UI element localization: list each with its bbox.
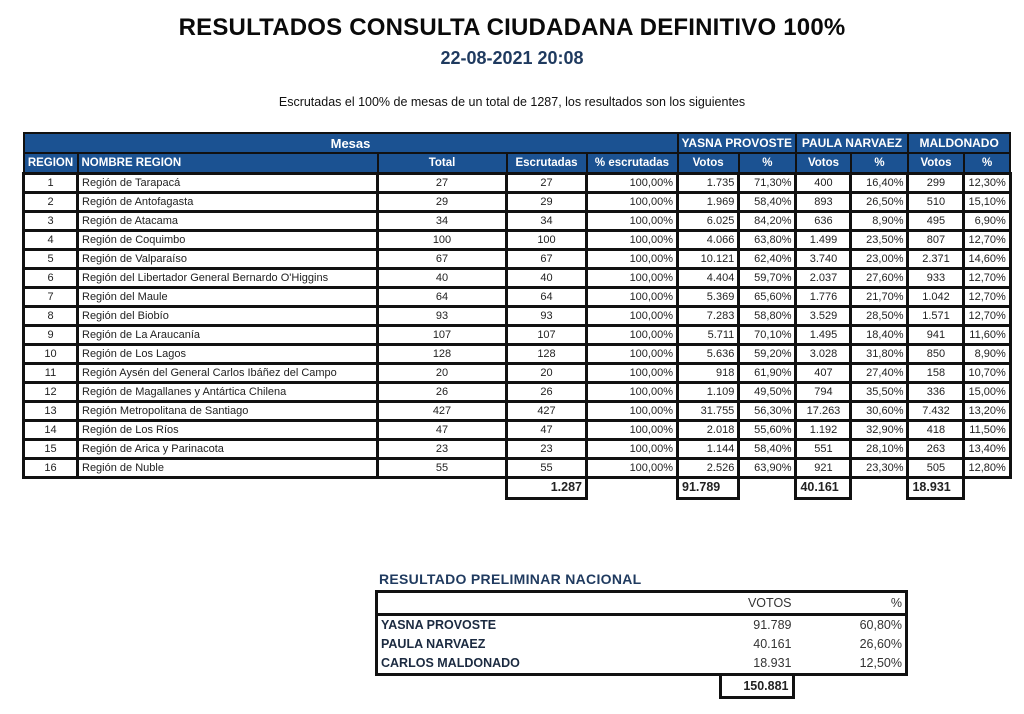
region-name: Región de Los Lagos xyxy=(78,345,378,364)
maldonado-pct: 12,30% xyxy=(964,174,1010,193)
group-header-maldonado: MALDONADO xyxy=(908,133,1010,153)
paula-pct: 23,50% xyxy=(851,231,908,250)
mesas-total: 93 xyxy=(378,307,507,326)
mesas-escrutadas: 23 xyxy=(507,440,587,459)
pct-escrutadas: 100,00% xyxy=(587,288,678,307)
region-name: Región Aysén del General Carlos Ibáñez del Campo xyxy=(78,364,378,383)
col-header-nombre-region: NOMBRE REGION xyxy=(78,153,378,174)
yasna-pct: 63,80% xyxy=(739,231,796,250)
maldonado-pct: 8,90% xyxy=(964,345,1010,364)
region-name: Región del Libertador General Bernardo O'Higgins xyxy=(78,269,378,288)
paula-pct: 16,40% xyxy=(851,174,908,193)
region-number: 6 xyxy=(24,269,78,288)
yasna-votos: 5.636 xyxy=(678,345,739,364)
maldonado-votos: 807 xyxy=(908,231,964,250)
region-number: 8 xyxy=(24,307,78,326)
mesas-total: 34 xyxy=(378,212,507,231)
mesas-label: Mesas xyxy=(330,135,371,151)
table-row xyxy=(24,231,1011,250)
paula-votos: 3.028 xyxy=(796,345,851,364)
national-total-spacer xyxy=(377,675,627,700)
col-header-yasna-pct: % xyxy=(739,153,796,174)
col-header-paula-pct: % xyxy=(851,153,908,174)
paula-pct: 31,80% xyxy=(851,345,908,364)
paula-pct: 8,90% xyxy=(851,212,908,231)
yasna-pct: 58,80% xyxy=(739,307,796,326)
region-number: 14 xyxy=(24,421,78,440)
maldonado-votos: 495 xyxy=(908,212,964,231)
pct-escrutadas: 100,00% xyxy=(587,269,678,288)
paula-votos: 921 xyxy=(796,459,851,478)
maldonado-votos: 263 xyxy=(908,440,964,459)
yasna-votos: 6.025 xyxy=(678,212,739,231)
paula-votos: 407 xyxy=(796,364,851,383)
yasna-votos: 918 xyxy=(678,364,739,383)
mesas-total: 107 xyxy=(378,326,507,345)
region-number: 7 xyxy=(24,288,78,307)
mesas-total: 427 xyxy=(378,402,507,421)
candidate-votos: 18.931 xyxy=(627,654,795,675)
yasna-pct: 61,90% xyxy=(739,364,796,383)
pct-escrutadas: 100,00% xyxy=(587,326,678,345)
national-header-row xyxy=(377,592,907,615)
region-name: Región del Biobío xyxy=(78,307,378,326)
total-maldonado-votos: 18.931 xyxy=(908,478,964,499)
pct-escrutadas: 100,00% xyxy=(587,307,678,326)
paula-pct: 35,50% xyxy=(851,383,908,402)
paula-votos: 17.263 xyxy=(796,402,851,421)
paula-pct: 28,10% xyxy=(851,440,908,459)
paula-pct: 27,60% xyxy=(851,269,908,288)
mesas-total: 64 xyxy=(378,288,507,307)
yasna-pct: 70,10% xyxy=(739,326,796,345)
totals-spacer xyxy=(964,478,1010,499)
total-paula-votos: 40.161 xyxy=(796,478,851,499)
paula-votos: 400 xyxy=(796,174,851,193)
national-header-blank xyxy=(377,592,627,615)
yasna-votos: 1.144 xyxy=(678,440,739,459)
region-name: Región de Antofagasta xyxy=(78,193,378,212)
maldonado-votos: 336 xyxy=(908,383,964,402)
table-row xyxy=(24,345,1011,364)
column-header-row xyxy=(24,153,1011,174)
mesas-escrutadas: 427 xyxy=(507,402,587,421)
maldonado-pct: 15,00% xyxy=(964,383,1010,402)
page-title: RESULTADOS CONSULTA CIUDADANA DEFINITIVO 100% xyxy=(178,14,846,41)
paula-pct: 27,40% xyxy=(851,364,908,383)
col-header-pct-escrutadas: % escrutadas xyxy=(587,153,678,174)
mesas-total: 23 xyxy=(378,440,507,459)
totals-spacer xyxy=(24,478,507,499)
region-number: 9 xyxy=(24,326,78,345)
pct-escrutadas: 100,00% xyxy=(587,459,678,478)
region-number: 13 xyxy=(24,402,78,421)
yasna-pct: 59,70% xyxy=(739,269,796,288)
region-name: Región de Magallanes y Antártica Chilena xyxy=(78,383,378,402)
mesas-escrutadas: 47 xyxy=(507,421,587,440)
col-header-maldonado-pct: % xyxy=(964,153,1010,174)
region-name: Región de La Araucanía xyxy=(78,326,378,345)
national-total-votos: 150.881 xyxy=(719,676,795,699)
paula-votos: 794 xyxy=(796,383,851,402)
region-name: Región del Maule xyxy=(78,288,378,307)
group-header-mesas xyxy=(24,133,678,153)
maldonado-votos: 933 xyxy=(908,269,964,288)
mesas-total: 27 xyxy=(378,174,507,193)
maldonado-votos: 299 xyxy=(908,174,964,193)
mesas-escrutadas: 40 xyxy=(507,269,587,288)
table-row xyxy=(24,174,1011,193)
region-number: 1 xyxy=(24,174,78,193)
pct-escrutadas: 100,00% xyxy=(587,364,678,383)
maldonado-votos: 1.571 xyxy=(908,307,964,326)
candidate-pct: 60,80% xyxy=(795,615,907,636)
maldonado-pct: 10,70% xyxy=(964,364,1010,383)
table-row xyxy=(24,440,1011,459)
pct-escrutadas: 100,00% xyxy=(587,231,678,250)
paula-votos: 3.740 xyxy=(796,250,851,269)
yasna-votos: 10.121 xyxy=(678,250,739,269)
yasna-votos: 2.526 xyxy=(678,459,739,478)
table-row xyxy=(24,383,1011,402)
regional-results-table xyxy=(22,132,1012,500)
mesas-total: 40 xyxy=(378,269,507,288)
pct-escrutadas: 100,00% xyxy=(587,345,678,364)
table-row xyxy=(24,269,1011,288)
region-number: 16 xyxy=(24,459,78,478)
yasna-pct: 58,40% xyxy=(739,193,796,212)
mesas-escrutadas: 29 xyxy=(507,193,587,212)
paula-pct: 18,40% xyxy=(851,326,908,345)
national-total-spacer xyxy=(795,675,907,700)
pct-escrutadas: 100,00% xyxy=(587,383,678,402)
yasna-votos: 1.735 xyxy=(678,174,739,193)
list-item xyxy=(377,615,907,636)
paula-votos: 1.495 xyxy=(796,326,851,345)
regional-rows xyxy=(24,174,1011,478)
mesas-escrutadas: 27 xyxy=(507,174,587,193)
candidate-pct: 26,60% xyxy=(795,635,907,654)
mesas-escrutadas: 55 xyxy=(507,459,587,478)
region-name: Región de Valparaíso xyxy=(78,250,378,269)
col-header-region: REGION xyxy=(24,153,78,174)
totals-spacer xyxy=(587,478,678,499)
pct-escrutadas: 100,00% xyxy=(587,174,678,193)
national-results-table xyxy=(375,590,908,699)
mesas-escrutadas: 34 xyxy=(507,212,587,231)
group-header-paula-narvaez: PAULA NARVAEZ xyxy=(796,133,908,153)
candidate-name: YASNA PROVOSTE xyxy=(377,615,627,636)
paula-votos: 551 xyxy=(796,440,851,459)
region-number: 2 xyxy=(24,193,78,212)
maldonado-votos: 850 xyxy=(908,345,964,364)
table-row xyxy=(24,459,1011,478)
mesas-escrutadas: 100 xyxy=(507,231,587,250)
table-row xyxy=(24,212,1011,231)
col-header-maldonado-votos: Votos xyxy=(908,153,964,174)
maldonado-pct: 14,60% xyxy=(964,250,1010,269)
maldonado-pct: 12,70% xyxy=(964,288,1010,307)
maldonado-pct: 12,70% xyxy=(964,269,1010,288)
national-rows xyxy=(377,615,907,675)
maldonado-pct: 6,90% xyxy=(964,212,1010,231)
list-item xyxy=(377,654,907,675)
paula-pct: 26,50% xyxy=(851,193,908,212)
mesas-total: 100 xyxy=(378,231,507,250)
mesas-total: 47 xyxy=(378,421,507,440)
pct-escrutadas: 100,00% xyxy=(587,212,678,231)
candidate-votos: 40.161 xyxy=(753,637,792,651)
paula-votos: 3.529 xyxy=(796,307,851,326)
yasna-votos: 1.969 xyxy=(678,193,739,212)
yasna-votos: 4.404 xyxy=(678,269,739,288)
paula-votos: 636 xyxy=(796,212,851,231)
yasna-votos: 31.755 xyxy=(678,402,739,421)
yasna-votos: 1.109 xyxy=(678,383,739,402)
yasna-votos: 4.066 xyxy=(678,231,739,250)
col-header-yasna-votos: Votos xyxy=(678,153,739,174)
paula-pct: 28,50% xyxy=(851,307,908,326)
pct-escrutadas: 100,00% xyxy=(587,440,678,459)
maldonado-pct: 13,40% xyxy=(964,440,1010,459)
mesas-total: 55 xyxy=(378,459,507,478)
national-col-votos: VOTOS xyxy=(627,592,795,615)
maldonado-votos: 7.432 xyxy=(908,402,964,421)
yasna-votos: 2.018 xyxy=(678,421,739,440)
maldonado-votos: 941 xyxy=(908,326,964,345)
table-row xyxy=(24,326,1011,345)
candidate-votos: 91.789 xyxy=(753,618,792,632)
pct-escrutadas: 100,00% xyxy=(587,402,678,421)
maldonado-pct: 11,50% xyxy=(964,421,1010,440)
total-escrutadas: 1.287 xyxy=(507,478,587,499)
table-row xyxy=(24,364,1011,383)
table-row xyxy=(24,250,1011,269)
mesas-escrutadas: 93 xyxy=(507,307,587,326)
region-name: Región de Los Ríos xyxy=(78,421,378,440)
mesas-total: 29 xyxy=(378,193,507,212)
region-name: Región de Arica y Parinacota xyxy=(78,440,378,459)
paula-votos: 1.192 xyxy=(796,421,851,440)
mesas-total: 26 xyxy=(378,383,507,402)
paula-pct: 30,60% xyxy=(851,402,908,421)
mesas-escrutadas: 67 xyxy=(507,250,587,269)
paula-votos: 1.499 xyxy=(796,231,851,250)
maldonado-pct: 12,70% xyxy=(964,231,1010,250)
table-row xyxy=(24,288,1011,307)
maldonado-votos: 2.371 xyxy=(908,250,964,269)
mesas-escrutadas: 64 xyxy=(507,288,587,307)
col-header-total: Total xyxy=(378,153,507,174)
table-row xyxy=(24,421,1011,440)
region-name: Región de Tarapacá xyxy=(78,174,378,193)
region-name: Región de Coquimbo xyxy=(78,231,378,250)
maldonado-votos: 510 xyxy=(908,193,964,212)
yasna-pct: 58,40% xyxy=(739,440,796,459)
region-name: Región Metropolitana de Santiago xyxy=(78,402,378,421)
totals-row xyxy=(24,478,1011,499)
yasna-pct: 65,60% xyxy=(739,288,796,307)
pct-escrutadas: 100,00% xyxy=(587,250,678,269)
maldonado-pct: 15,10% xyxy=(964,193,1010,212)
maldonado-pct: 12,70% xyxy=(964,307,1010,326)
totals-spacer xyxy=(739,478,796,499)
col-header-escrutadas: Escrutadas xyxy=(507,153,587,174)
region-number: 12 xyxy=(24,383,78,402)
paula-pct: 23,30% xyxy=(851,459,908,478)
yasna-pct: 62,40% xyxy=(739,250,796,269)
table-row xyxy=(24,307,1011,326)
mesas-escrutadas: 128 xyxy=(507,345,587,364)
region-number: 10 xyxy=(24,345,78,364)
pct-escrutadas: 100,00% xyxy=(587,193,678,212)
mesas-total: 67 xyxy=(378,250,507,269)
mesas-total: 20 xyxy=(378,364,507,383)
yasna-votos: 5.369 xyxy=(678,288,739,307)
candidate-pct: 12,50% xyxy=(795,654,907,675)
paula-pct: 23,00% xyxy=(851,250,908,269)
mesas-total: 128 xyxy=(378,345,507,364)
maldonado-votos: 418 xyxy=(908,421,964,440)
national-total-wrapper xyxy=(627,675,795,700)
mesas-escrutadas: 107 xyxy=(507,326,587,345)
yasna-votos: 5.711 xyxy=(678,326,739,345)
paula-votos: 893 xyxy=(796,193,851,212)
col-header-paula-votos: Votos xyxy=(796,153,851,174)
yasna-pct: 55,60% xyxy=(739,421,796,440)
mesas-escrutadas: 26 xyxy=(507,383,587,402)
region-number: 4 xyxy=(24,231,78,250)
yasna-pct: 71,30% xyxy=(739,174,796,193)
yasna-pct: 49,50% xyxy=(739,383,796,402)
pct-escrutadas: 100,00% xyxy=(587,421,678,440)
maldonado-votos: 1.042 xyxy=(908,288,964,307)
maldonado-votos: 505 xyxy=(908,459,964,478)
group-header-row xyxy=(24,133,1011,153)
yasna-pct: 56,30% xyxy=(739,402,796,421)
region-name: Región de Nuble xyxy=(78,459,378,478)
region-number: 11 xyxy=(24,364,78,383)
region-name: Región de Atacama xyxy=(78,212,378,231)
list-item xyxy=(377,635,907,654)
region-number: 5 xyxy=(24,250,78,269)
candidate-name: PAULA NARVAEZ xyxy=(377,635,627,654)
national-results-title: RESULTADO PRELIMINAR NACIONAL xyxy=(379,571,642,587)
maldonado-pct: 11,60% xyxy=(964,326,1010,345)
yasna-pct: 84,20% xyxy=(739,212,796,231)
totals-spacer xyxy=(851,478,908,499)
maldonado-votos: 158 xyxy=(908,364,964,383)
maldonado-pct: 13,20% xyxy=(964,402,1010,421)
maldonado-pct: 12,80% xyxy=(964,459,1010,478)
candidate-name: CARLOS MALDONADO xyxy=(377,654,627,675)
total-yasna-votos: 91.789 xyxy=(678,478,739,499)
table-row xyxy=(24,402,1011,421)
yasna-pct: 63,90% xyxy=(739,459,796,478)
region-number: 15 xyxy=(24,440,78,459)
paula-pct: 21,70% xyxy=(851,288,908,307)
paula-pct: 32,90% xyxy=(851,421,908,440)
yasna-votos: 7.283 xyxy=(678,307,739,326)
report-subtitle: Escrutadas el 100% de mesas de un total de 1287, los resultados son los siguientes xyxy=(278,95,746,109)
report-datetime: 22-08-2021 20:08 xyxy=(440,48,584,68)
mesas-escrutadas: 20 xyxy=(507,364,587,383)
paula-votos: 1.776 xyxy=(796,288,851,307)
group-header-yasna-provoste: YASNA PROVOSTE xyxy=(678,133,796,153)
region-number: 3 xyxy=(24,212,78,231)
table-row xyxy=(24,193,1011,212)
national-col-pct: % xyxy=(795,592,907,615)
paula-votos: 2.037 xyxy=(796,269,851,288)
yasna-pct: 59,20% xyxy=(739,345,796,364)
national-total-row xyxy=(377,675,907,700)
